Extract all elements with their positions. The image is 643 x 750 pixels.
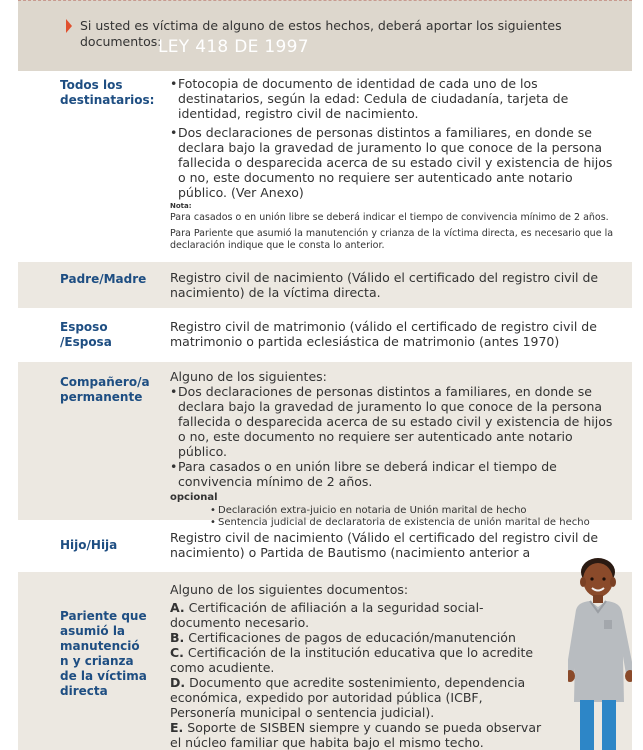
row-content: Registro civil de nacimiento (Válido el certificado del registro civil de nacimiento) de la víctima directa.	[170, 270, 599, 300]
row-pariente	[18, 572, 632, 750]
note-title: Nota:	[170, 202, 192, 210]
list-item: E. Soporte de SISBEN siempre y cuando se pueda observar el núcleo familiar que habita bajo el mismo techo.	[170, 720, 542, 750]
row-label: Pariente que asumió la manutenció n y crianza de la víctima directa	[60, 609, 147, 698]
list-intro: Alguno de los siguientes:	[170, 369, 327, 384]
row-content: Registro civil de matrimonio (válido el certificado de registro civil de matrimonio o partida eclesiástica de matrimonio (antes 1970)	[170, 319, 597, 349]
row-label: Padre/Madre	[60, 272, 147, 286]
row-content	[170, 582, 550, 750]
row-content	[170, 369, 620, 529]
note-text: Para Pariente que asumió la manutención y crianza de la víctima directa, es necesario que la declaración indique que le consta lo anterior.	[170, 228, 614, 251]
list-item: A. Certificación de afiliación a la seguridad social- documento necesario.	[170, 600, 484, 630]
law-title: LEY 418 DE 1997	[158, 37, 309, 57]
arrow-icon	[66, 19, 72, 33]
row-label: Todos los destinatarios:	[60, 78, 155, 107]
row-label: Hijo/Hija	[60, 538, 118, 552]
row-label: Esposo /Esposa	[60, 320, 112, 349]
person-illustration	[568, 552, 632, 750]
list-item: • Para casados o en unión libre se deberá indicar el tiempo de convivencia mínimo de 2 años.	[170, 459, 620, 489]
list-item: D. Documento que acredite sostenimiento, dependencia económica, expedido por autoridad pública (ICBF, Personería municipal o sentencia judicial).	[170, 675, 526, 720]
list-intro: Alguno de los siguientes documentos:	[170, 582, 409, 597]
row-esposo	[18, 310, 632, 360]
intro-text: Si usted es víctima de alguno de estos hechos, deberá aportar los siguientes documentos:	[80, 18, 562, 49]
row-label: Compañero/a permanente	[60, 375, 150, 404]
list-item: B. Certificaciones de pagos de educación/manutención	[170, 630, 516, 645]
list-item: • Dos declaraciones de personas distintos a familiares, en donde se declara bajo la gravedad de juramento lo que conoce de la persona fallecida o desparecida acerca de su estado civil y existencia de hijos o no, este documento no requiere ser autenticado ante notario público.	[170, 384, 620, 459]
sub-item: • Sentencia judicial de declaratoria de existencia de unión marital de hecho	[210, 517, 620, 529]
list-item: • Fotocopia de documento de identidad de cada uno de los destinatarios, según la edad: Cedula de ciudadanía, tarjeta de identidad, registro civil de nacimiento.	[170, 76, 620, 121]
header-banner	[18, 0, 632, 71]
row-content: Registro civil de nacimiento (Válido el certificado del registro civil de nacimiento) o Partida de Bautismo (nacimiento anterior a	[170, 530, 599, 560]
row-todos	[18, 70, 632, 260]
document-page	[18, 0, 632, 750]
list-item: C. Certificación de la institución educativa que lo acredite como acudiente.	[170, 645, 534, 675]
row-padre	[18, 262, 632, 308]
list-item: • Dos declaraciones de personas distintos a familiares, en donde se declara bajo la gravedad de juramento lo que conoce de la persona fallecida o desparecida acerca de su estado civil y existencia de hijos o no, este documento no requiere ser autenticado ante notario público. (Ver Anexo)	[170, 125, 620, 200]
row-content	[170, 76, 620, 252]
optional-label: opcional	[170, 492, 218, 503]
sub-item: • Declaración extra-juicio en notaria de Unión marital de hecho	[210, 505, 620, 517]
row-companero	[18, 362, 632, 528]
row-hijo	[18, 522, 632, 570]
note-text: Para casados o en unión libre se deberá indicar el tiempo de convivencia mínimo de 2 años.	[170, 212, 609, 223]
